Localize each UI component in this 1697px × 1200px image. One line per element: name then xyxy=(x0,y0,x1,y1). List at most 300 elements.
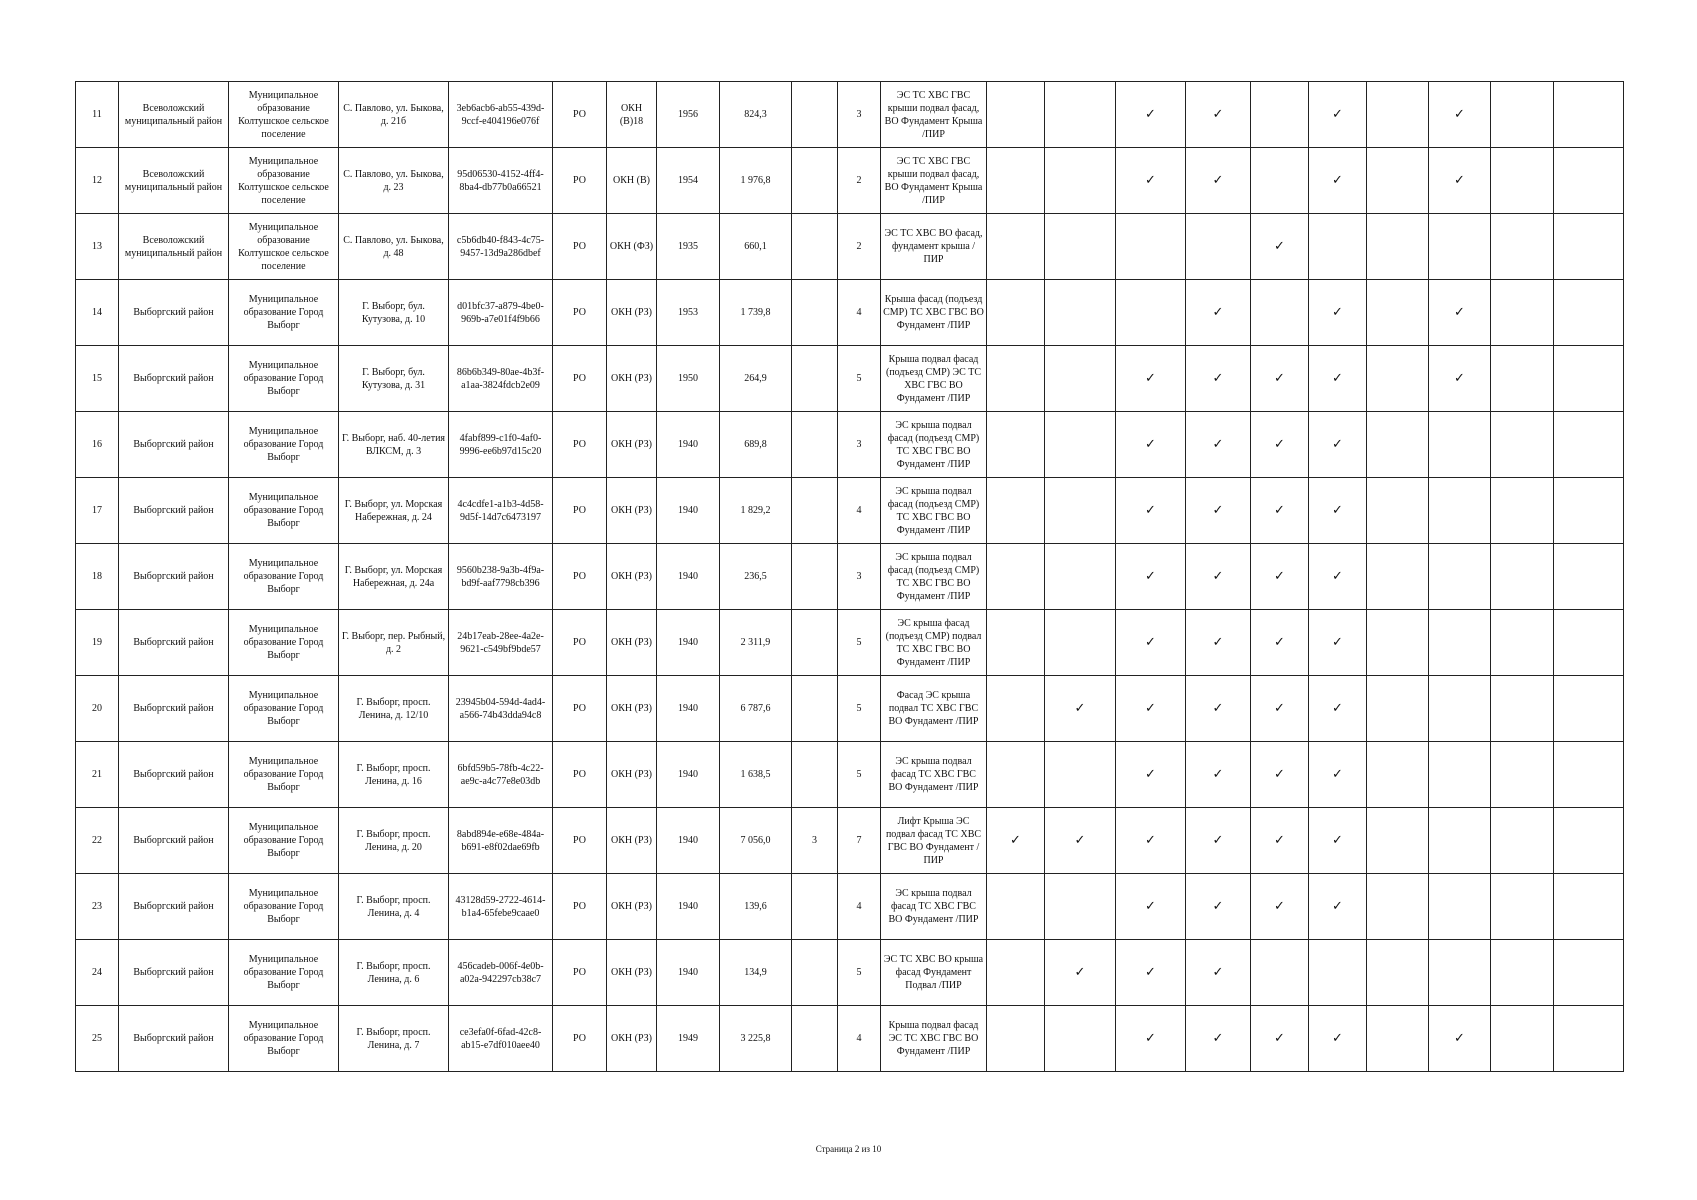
row-number: 14 xyxy=(76,280,119,346)
checkmark-cell: ✓ xyxy=(1309,610,1367,676)
ro-cell: РО xyxy=(553,412,607,478)
checkmark-cell xyxy=(1429,874,1491,940)
checkmark-cell: ✓ xyxy=(1309,874,1367,940)
checkmark-cell xyxy=(1491,478,1554,544)
okn-cell: ОКН (РЗ) xyxy=(607,1006,657,1072)
year-cell: 1940 xyxy=(657,676,720,742)
count-a-cell xyxy=(792,148,838,214)
checkmark-cell: ✓ xyxy=(1251,544,1309,610)
checkmark-cell xyxy=(1554,280,1624,346)
municipality-cell: Муниципальное образование Город Выборг xyxy=(229,346,339,412)
guid-cell: ce3efa0f-6fad-42c8-ab15-e7df010aee40 xyxy=(449,1006,553,1072)
count-a-cell xyxy=(792,478,838,544)
row-number: 23 xyxy=(76,874,119,940)
checkmark-cell: ✓ xyxy=(1309,280,1367,346)
checkmark-cell: ✓ xyxy=(1309,148,1367,214)
year-cell: 1940 xyxy=(657,742,720,808)
checkmark-cell xyxy=(1045,82,1116,148)
ro-cell: РО xyxy=(553,148,607,214)
count-b-cell: 2 xyxy=(838,148,881,214)
guid-cell: 24b17eab-28ee-4a2e-9621-c549bf9bde57 xyxy=(449,610,553,676)
okn-cell: ОКН (РЗ) xyxy=(607,478,657,544)
municipality-cell: Муниципальное образование Колтушское сельское поселение xyxy=(229,214,339,280)
district-cell: Всеволожский муниципальный район xyxy=(119,214,229,280)
okn-cell: ОКН (В) xyxy=(607,148,657,214)
checkmark-cell xyxy=(1554,148,1624,214)
works-cell: ЭС крыша подвал фасад (подъезд СМР) ТС ХВС ГВС ВО Фундамент /ПИР xyxy=(881,544,987,610)
checkmark-cell: ✓ xyxy=(987,808,1045,874)
checkmark-cell: ✓ xyxy=(1309,676,1367,742)
row-number: 11 xyxy=(76,82,119,148)
district-cell: Выборгский район xyxy=(119,940,229,1006)
table-row xyxy=(76,1006,1624,1072)
checkmark-cell xyxy=(1251,148,1309,214)
works-cell: ЭС крыша фасад (подъезд СМР) подвал ТС ХВС ГВС ВО Фундамент /ПИР xyxy=(881,610,987,676)
checkmark-cell: ✓ xyxy=(1429,280,1491,346)
works-cell: ЭС крыша подвал фасад ТС ХВС ГВС ВО Фундамент /ПИР xyxy=(881,874,987,940)
checkmark-cell: ✓ xyxy=(1045,940,1116,1006)
count-b-cell: 4 xyxy=(838,280,881,346)
checkmark-cell xyxy=(1251,280,1309,346)
ro-cell: РО xyxy=(553,544,607,610)
count-b-cell: 7 xyxy=(838,808,881,874)
checkmark-cell xyxy=(1554,676,1624,742)
guid-cell: 4fabf899-c1f0-4af0-9996-ee6b97d15c20 xyxy=(449,412,553,478)
checkmark-cell: ✓ xyxy=(1251,346,1309,412)
checkmark-cell: ✓ xyxy=(1045,808,1116,874)
table-row xyxy=(76,808,1624,874)
table-row xyxy=(76,346,1624,412)
district-cell: Выборгский район xyxy=(119,478,229,544)
municipality-cell: Муниципальное образование Город Выборг xyxy=(229,940,339,1006)
count-a-cell xyxy=(792,544,838,610)
checkmark-cell xyxy=(987,412,1045,478)
checkmark-cell: ✓ xyxy=(1251,874,1309,940)
checkmark-cell xyxy=(1045,544,1116,610)
table-row xyxy=(76,544,1624,610)
checkmark-cell: ✓ xyxy=(1186,742,1251,808)
district-cell: Выборгский район xyxy=(119,412,229,478)
checkmark-cell xyxy=(987,676,1045,742)
row-number: 20 xyxy=(76,676,119,742)
checkmark-cell: ✓ xyxy=(1186,610,1251,676)
year-cell: 1953 xyxy=(657,280,720,346)
year-cell: 1956 xyxy=(657,82,720,148)
checkmark-cell xyxy=(1367,346,1429,412)
count-b-cell: 5 xyxy=(838,346,881,412)
area-cell: 264,9 xyxy=(720,346,792,412)
year-cell: 1940 xyxy=(657,874,720,940)
guid-cell: 23945b04-594d-4ad4-a566-74b43dda94c8 xyxy=(449,676,553,742)
municipality-cell: Муниципальное образование Город Выборг xyxy=(229,610,339,676)
table-row xyxy=(76,676,1624,742)
checkmark-cell: ✓ xyxy=(1186,82,1251,148)
checkmark-cell xyxy=(1367,742,1429,808)
municipality-cell: Муниципальное образование Город Выборг xyxy=(229,874,339,940)
ro-cell: РО xyxy=(553,676,607,742)
ro-cell: РО xyxy=(553,478,607,544)
checkmark-cell: ✓ xyxy=(1429,148,1491,214)
checkmark-cell: ✓ xyxy=(1116,874,1186,940)
address-cell: Г. Выборг, ул. Морская Набережная, д. 24 xyxy=(339,478,449,544)
address-cell: Г. Выборг, бул. Кутузова, д. 31 xyxy=(339,346,449,412)
works-cell: Фасад ЭС крыша подвал ТС ХВС ГВС ВО Фундамент /ПИР xyxy=(881,676,987,742)
okn-cell: ОКН (РЗ) xyxy=(607,874,657,940)
checkmark-cell: ✓ xyxy=(1309,412,1367,478)
municipality-cell: Муниципальное образование Колтушское сельское поселение xyxy=(229,148,339,214)
checkmark-cell xyxy=(1309,214,1367,280)
checkmark-cell xyxy=(1367,82,1429,148)
checkmark-cell xyxy=(1554,940,1624,1006)
municipality-cell: Муниципальное образование Город Выборг xyxy=(229,808,339,874)
count-a-cell: 3 xyxy=(792,808,838,874)
year-cell: 1940 xyxy=(657,940,720,1006)
municipality-cell: Муниципальное образование Город Выборг xyxy=(229,280,339,346)
checkmark-cell: ✓ xyxy=(1251,742,1309,808)
checkmark-cell xyxy=(1367,676,1429,742)
okn-cell: ОКН (РЗ) xyxy=(607,544,657,610)
okn-cell: ОКН (РЗ) xyxy=(607,742,657,808)
address-cell: С. Павлово, ул. Быкова, д. 48 xyxy=(339,214,449,280)
checkmark-cell xyxy=(1491,1006,1554,1072)
okn-cell: ОКН (РЗ) xyxy=(607,346,657,412)
checkmark-cell: ✓ xyxy=(1186,676,1251,742)
year-cell: 1940 xyxy=(657,544,720,610)
ro-cell: РО xyxy=(553,742,607,808)
row-number: 19 xyxy=(76,610,119,676)
area-cell: 2 311,9 xyxy=(720,610,792,676)
count-b-cell: 3 xyxy=(838,544,881,610)
checkmark-cell xyxy=(1554,1006,1624,1072)
checkmark-cell: ✓ xyxy=(1186,940,1251,1006)
checkmark-cell: ✓ xyxy=(1116,412,1186,478)
checkmark-cell xyxy=(987,544,1045,610)
table-row xyxy=(76,742,1624,808)
checkmark-cell: ✓ xyxy=(1186,544,1251,610)
ro-cell: РО xyxy=(553,214,607,280)
checkmark-cell xyxy=(1045,148,1116,214)
checkmark-cell: ✓ xyxy=(1116,940,1186,1006)
area-cell: 139,6 xyxy=(720,874,792,940)
area-cell: 1 829,2 xyxy=(720,478,792,544)
area-cell: 3 225,8 xyxy=(720,1006,792,1072)
works-cell: ЭС ТС ХВС ГВС крыши подвал фасад, ВО Фундамент Крыша /ПИР xyxy=(881,148,987,214)
ro-cell: РО xyxy=(553,346,607,412)
table-row xyxy=(76,478,1624,544)
checkmark-cell: ✓ xyxy=(1251,676,1309,742)
municipality-cell: Муниципальное образование Город Выборг xyxy=(229,742,339,808)
row-number: 24 xyxy=(76,940,119,1006)
checkmark-cell xyxy=(1491,676,1554,742)
checkmark-cell xyxy=(987,874,1045,940)
checkmark-cell xyxy=(1309,940,1367,1006)
checkmark-cell: ✓ xyxy=(1116,478,1186,544)
year-cell: 1954 xyxy=(657,148,720,214)
checkmark-cell xyxy=(1491,808,1554,874)
checkmark-cell: ✓ xyxy=(1429,346,1491,412)
area-cell: 1 739,8 xyxy=(720,280,792,346)
district-cell: Выборгский район xyxy=(119,808,229,874)
checkmark-cell xyxy=(987,346,1045,412)
checkmark-cell xyxy=(1554,742,1624,808)
address-cell: Г. Выборг, бул. Кутузова, д. 10 xyxy=(339,280,449,346)
guid-cell: 456cadeb-006f-4e0b-a02a-942297cb38c7 xyxy=(449,940,553,1006)
checkmark-cell xyxy=(1554,808,1624,874)
guid-cell: 4c4cdfe1-a1b3-4d58-9d5f-14d7c6473197 xyxy=(449,478,553,544)
checkmark-cell xyxy=(1045,742,1116,808)
area-cell: 236,5 xyxy=(720,544,792,610)
count-a-cell xyxy=(792,610,838,676)
works-cell: ЭС ТС ХВС ВО крыша фасад Фундамент Подвал /ПИР xyxy=(881,940,987,1006)
table-row xyxy=(76,610,1624,676)
checkmark-cell: ✓ xyxy=(1116,346,1186,412)
checkmark-cell xyxy=(1045,1006,1116,1072)
table-row xyxy=(76,874,1624,940)
ro-cell: РО xyxy=(553,280,607,346)
works-cell: ЭС крыша подвал фасад ТС ХВС ГВС ВО Фундамент /ПИР xyxy=(881,742,987,808)
guid-cell: 3eb6acb6-ab55-439d-9ccf-e404196e076f xyxy=(449,82,553,148)
checkmark-cell xyxy=(1429,676,1491,742)
area-cell: 6 787,6 xyxy=(720,676,792,742)
checkmark-cell: ✓ xyxy=(1186,280,1251,346)
checkmark-cell xyxy=(1491,280,1554,346)
checkmark-cell xyxy=(1367,1006,1429,1072)
area-cell: 824,3 xyxy=(720,82,792,148)
table-row xyxy=(76,82,1624,148)
year-cell: 1950 xyxy=(657,346,720,412)
checkmark-cell xyxy=(987,82,1045,148)
count-a-cell xyxy=(792,412,838,478)
table-row xyxy=(76,148,1624,214)
count-b-cell: 3 xyxy=(838,82,881,148)
address-cell: Г. Выборг, наб. 40-летия ВЛКСМ, д. 3 xyxy=(339,412,449,478)
checkmark-cell xyxy=(1429,742,1491,808)
area-cell: 689,8 xyxy=(720,412,792,478)
checkmark-cell xyxy=(1491,544,1554,610)
guid-cell: d01bfc37-a879-4be0-969b-a7e01f4f9b66 xyxy=(449,280,553,346)
checkmark-cell xyxy=(987,610,1045,676)
checkmark-cell: ✓ xyxy=(1251,412,1309,478)
checkmark-cell xyxy=(987,742,1045,808)
area-cell: 134,9 xyxy=(720,940,792,1006)
checkmark-cell xyxy=(1045,610,1116,676)
row-number: 17 xyxy=(76,478,119,544)
district-cell: Всеволожский муниципальный район xyxy=(119,148,229,214)
checkmark-cell: ✓ xyxy=(1186,478,1251,544)
checkmark-cell xyxy=(1491,148,1554,214)
count-b-cell: 4 xyxy=(838,1006,881,1072)
table-row xyxy=(76,280,1624,346)
checkmark-cell xyxy=(1429,808,1491,874)
row-number: 15 xyxy=(76,346,119,412)
checkmark-cell xyxy=(1554,478,1624,544)
works-cell: ЭС ТС ХВС ВО фасад, фундамент крыша /ПИР xyxy=(881,214,987,280)
district-cell: Выборгский район xyxy=(119,742,229,808)
checkmark-cell xyxy=(1116,214,1186,280)
area-cell: 1 976,8 xyxy=(720,148,792,214)
checkmark-cell xyxy=(1367,544,1429,610)
count-a-cell xyxy=(792,214,838,280)
checkmark-cell xyxy=(1367,214,1429,280)
checkmark-cell: ✓ xyxy=(1251,478,1309,544)
table-row xyxy=(76,940,1624,1006)
works-cell: Лифт Крыша ЭС подвал фасад ТС ХВС ГВС ВО Фундамент /ПИР xyxy=(881,808,987,874)
table-row xyxy=(76,214,1624,280)
checkmark-cell: ✓ xyxy=(1429,1006,1491,1072)
checkmark-cell xyxy=(1429,940,1491,1006)
checkmark-cell: ✓ xyxy=(1116,742,1186,808)
checkmark-cell: ✓ xyxy=(1116,148,1186,214)
checkmark-cell xyxy=(1491,346,1554,412)
works-cell: ЭС крыша подвал фасад (подъезд СМР) ТС ХВС ГВС ВО Фундамент /ПИР xyxy=(881,478,987,544)
count-a-cell xyxy=(792,82,838,148)
okn-cell: ОКН (В)18 xyxy=(607,82,657,148)
checkmark-cell: ✓ xyxy=(1186,1006,1251,1072)
municipality-cell: Муниципальное образование Город Выборг xyxy=(229,1006,339,1072)
checkmark-cell: ✓ xyxy=(1429,82,1491,148)
checkmark-cell xyxy=(1491,82,1554,148)
checkmark-cell xyxy=(1251,82,1309,148)
checkmark-cell xyxy=(1429,478,1491,544)
checkmark-cell xyxy=(1186,214,1251,280)
address-cell: Г. Выборг, просп. Ленина, д. 20 xyxy=(339,808,449,874)
row-number: 16 xyxy=(76,412,119,478)
district-cell: Всеволожский муниципальный район xyxy=(119,82,229,148)
checkmark-cell xyxy=(1116,280,1186,346)
area-cell: 1 638,5 xyxy=(720,742,792,808)
municipality-cell: Муниципальное образование Город Выборг xyxy=(229,676,339,742)
year-cell: 1935 xyxy=(657,214,720,280)
checkmark-cell: ✓ xyxy=(1116,82,1186,148)
table-body xyxy=(76,82,1624,1072)
row-number: 22 xyxy=(76,808,119,874)
checkmark-cell xyxy=(1491,610,1554,676)
checkmark-cell: ✓ xyxy=(1116,1006,1186,1072)
checkmark-cell: ✓ xyxy=(1251,1006,1309,1072)
works-cell: Крыша подвал фасад ЭС ТС ХВС ГВС ВО Фундамент /ПИР xyxy=(881,1006,987,1072)
page-footer: Страница 2 из 10 xyxy=(815,1144,882,1154)
checkmark-cell xyxy=(987,1006,1045,1072)
district-cell: Выборгский район xyxy=(119,280,229,346)
district-cell: Выборгский район xyxy=(119,874,229,940)
row-number: 25 xyxy=(76,1006,119,1072)
guid-cell: 95d06530-4152-4ff4-8ba4-db77b0a66521 xyxy=(449,148,553,214)
district-cell: Выборгский район xyxy=(119,544,229,610)
count-b-cell: 5 xyxy=(838,676,881,742)
checkmark-cell: ✓ xyxy=(1116,676,1186,742)
checkmark-cell xyxy=(1491,412,1554,478)
count-b-cell: 2 xyxy=(838,214,881,280)
checkmark-cell xyxy=(1367,874,1429,940)
checkmark-cell: ✓ xyxy=(1045,676,1116,742)
checkmark-cell xyxy=(1491,214,1554,280)
checkmark-cell xyxy=(1491,940,1554,1006)
checkmark-cell: ✓ xyxy=(1309,82,1367,148)
checkmark-cell: ✓ xyxy=(1186,808,1251,874)
count-b-cell: 5 xyxy=(838,940,881,1006)
address-cell: Г. Выборг, пер. Рыбный, д. 2 xyxy=(339,610,449,676)
municipality-cell: Муниципальное образование Город Выборг xyxy=(229,478,339,544)
checkmark-cell: ✓ xyxy=(1116,610,1186,676)
ro-cell: РО xyxy=(553,82,607,148)
works-cell: Крыша фасад (подъезд СМР) ТС ХВС ГВС ВО Фундамент /ПИР xyxy=(881,280,987,346)
checkmark-cell xyxy=(1554,346,1624,412)
ro-cell: РО xyxy=(553,1006,607,1072)
checkmark-cell xyxy=(1045,214,1116,280)
okn-cell: ОКН (РЗ) xyxy=(607,676,657,742)
checkmark-cell: ✓ xyxy=(1116,544,1186,610)
checkmark-cell: ✓ xyxy=(1309,1006,1367,1072)
count-a-cell xyxy=(792,346,838,412)
okn-cell: ОКН (ФЗ) xyxy=(607,214,657,280)
works-cell: ЭС ТС ХВС ГВС крыши подвал фасад, ВО Фундамент Крыша /ПИР xyxy=(881,82,987,148)
checkmark-cell: ✓ xyxy=(1116,808,1186,874)
count-a-cell xyxy=(792,676,838,742)
district-cell: Выборгский район xyxy=(119,1006,229,1072)
area-cell: 660,1 xyxy=(720,214,792,280)
table-row xyxy=(76,412,1624,478)
checkmark-cell xyxy=(1554,874,1624,940)
ro-cell: РО xyxy=(553,940,607,1006)
checkmark-cell xyxy=(987,214,1045,280)
checkmark-cell xyxy=(1554,610,1624,676)
checkmark-cell xyxy=(1045,874,1116,940)
count-b-cell: 4 xyxy=(838,874,881,940)
municipality-cell: Муниципальное образование Город Выборг xyxy=(229,412,339,478)
okn-cell: ОКН (РЗ) xyxy=(607,412,657,478)
guid-cell: 9560b238-9a3b-4f9a-bd9f-aaf7798cb396 xyxy=(449,544,553,610)
checkmark-cell: ✓ xyxy=(1309,544,1367,610)
checkmark-cell xyxy=(1367,478,1429,544)
okn-cell: ОКН (РЗ) xyxy=(607,610,657,676)
checkmark-cell: ✓ xyxy=(1186,346,1251,412)
checkmark-cell xyxy=(1367,412,1429,478)
data-table xyxy=(75,81,1624,1072)
checkmark-cell xyxy=(1367,808,1429,874)
year-cell: 1940 xyxy=(657,808,720,874)
checkmark-cell xyxy=(987,280,1045,346)
municipality-cell: Муниципальное образование Колтушское сельское поселение xyxy=(229,82,339,148)
row-number: 12 xyxy=(76,148,119,214)
year-cell: 1940 xyxy=(657,478,720,544)
count-a-cell xyxy=(792,742,838,808)
count-b-cell: 5 xyxy=(838,610,881,676)
address-cell: Г. Выборг, просп. Ленина, д. 7 xyxy=(339,1006,449,1072)
works-cell: ЭС крыша подвал фасад (подъезд СМР) ТС ХВС ГВС ВО Фундамент /ПИР xyxy=(881,412,987,478)
district-cell: Выборгский район xyxy=(119,676,229,742)
checkmark-cell xyxy=(1554,82,1624,148)
checkmark-cell: ✓ xyxy=(1251,610,1309,676)
checkmark-cell xyxy=(987,478,1045,544)
count-b-cell: 4 xyxy=(838,478,881,544)
guid-cell: 43128d59-2722-4614-b1a4-65febe9caae0 xyxy=(449,874,553,940)
okn-cell: ОКН (РЗ) xyxy=(607,808,657,874)
address-cell: Г. Выборг, просп. Ленина, д. 6 xyxy=(339,940,449,1006)
works-cell: Крыша подвал фасад (подъезд СМР) ЭС ТС ХВС ГВС ВО Фундамент /ПИР xyxy=(881,346,987,412)
checkmark-cell xyxy=(987,940,1045,1006)
address-cell: Г. Выборг, ул. Морская Набережная, д. 24а xyxy=(339,544,449,610)
guid-cell: 6bfd59b5-78fb-4c22-ae9c-a4c77e8e03db xyxy=(449,742,553,808)
okn-cell: ОКН (РЗ) xyxy=(607,940,657,1006)
guid-cell: c5b6db40-f843-4c75-9457-13d9a286dbef xyxy=(449,214,553,280)
year-cell: 1940 xyxy=(657,412,720,478)
address-cell: С. Павлово, ул. Быкова, д. 23 xyxy=(339,148,449,214)
checkmark-cell: ✓ xyxy=(1186,874,1251,940)
municipality-cell: Муниципальное образование Город Выборг xyxy=(229,544,339,610)
checkmark-cell xyxy=(1491,742,1554,808)
checkmark-cell: ✓ xyxy=(1309,808,1367,874)
count-a-cell xyxy=(792,874,838,940)
